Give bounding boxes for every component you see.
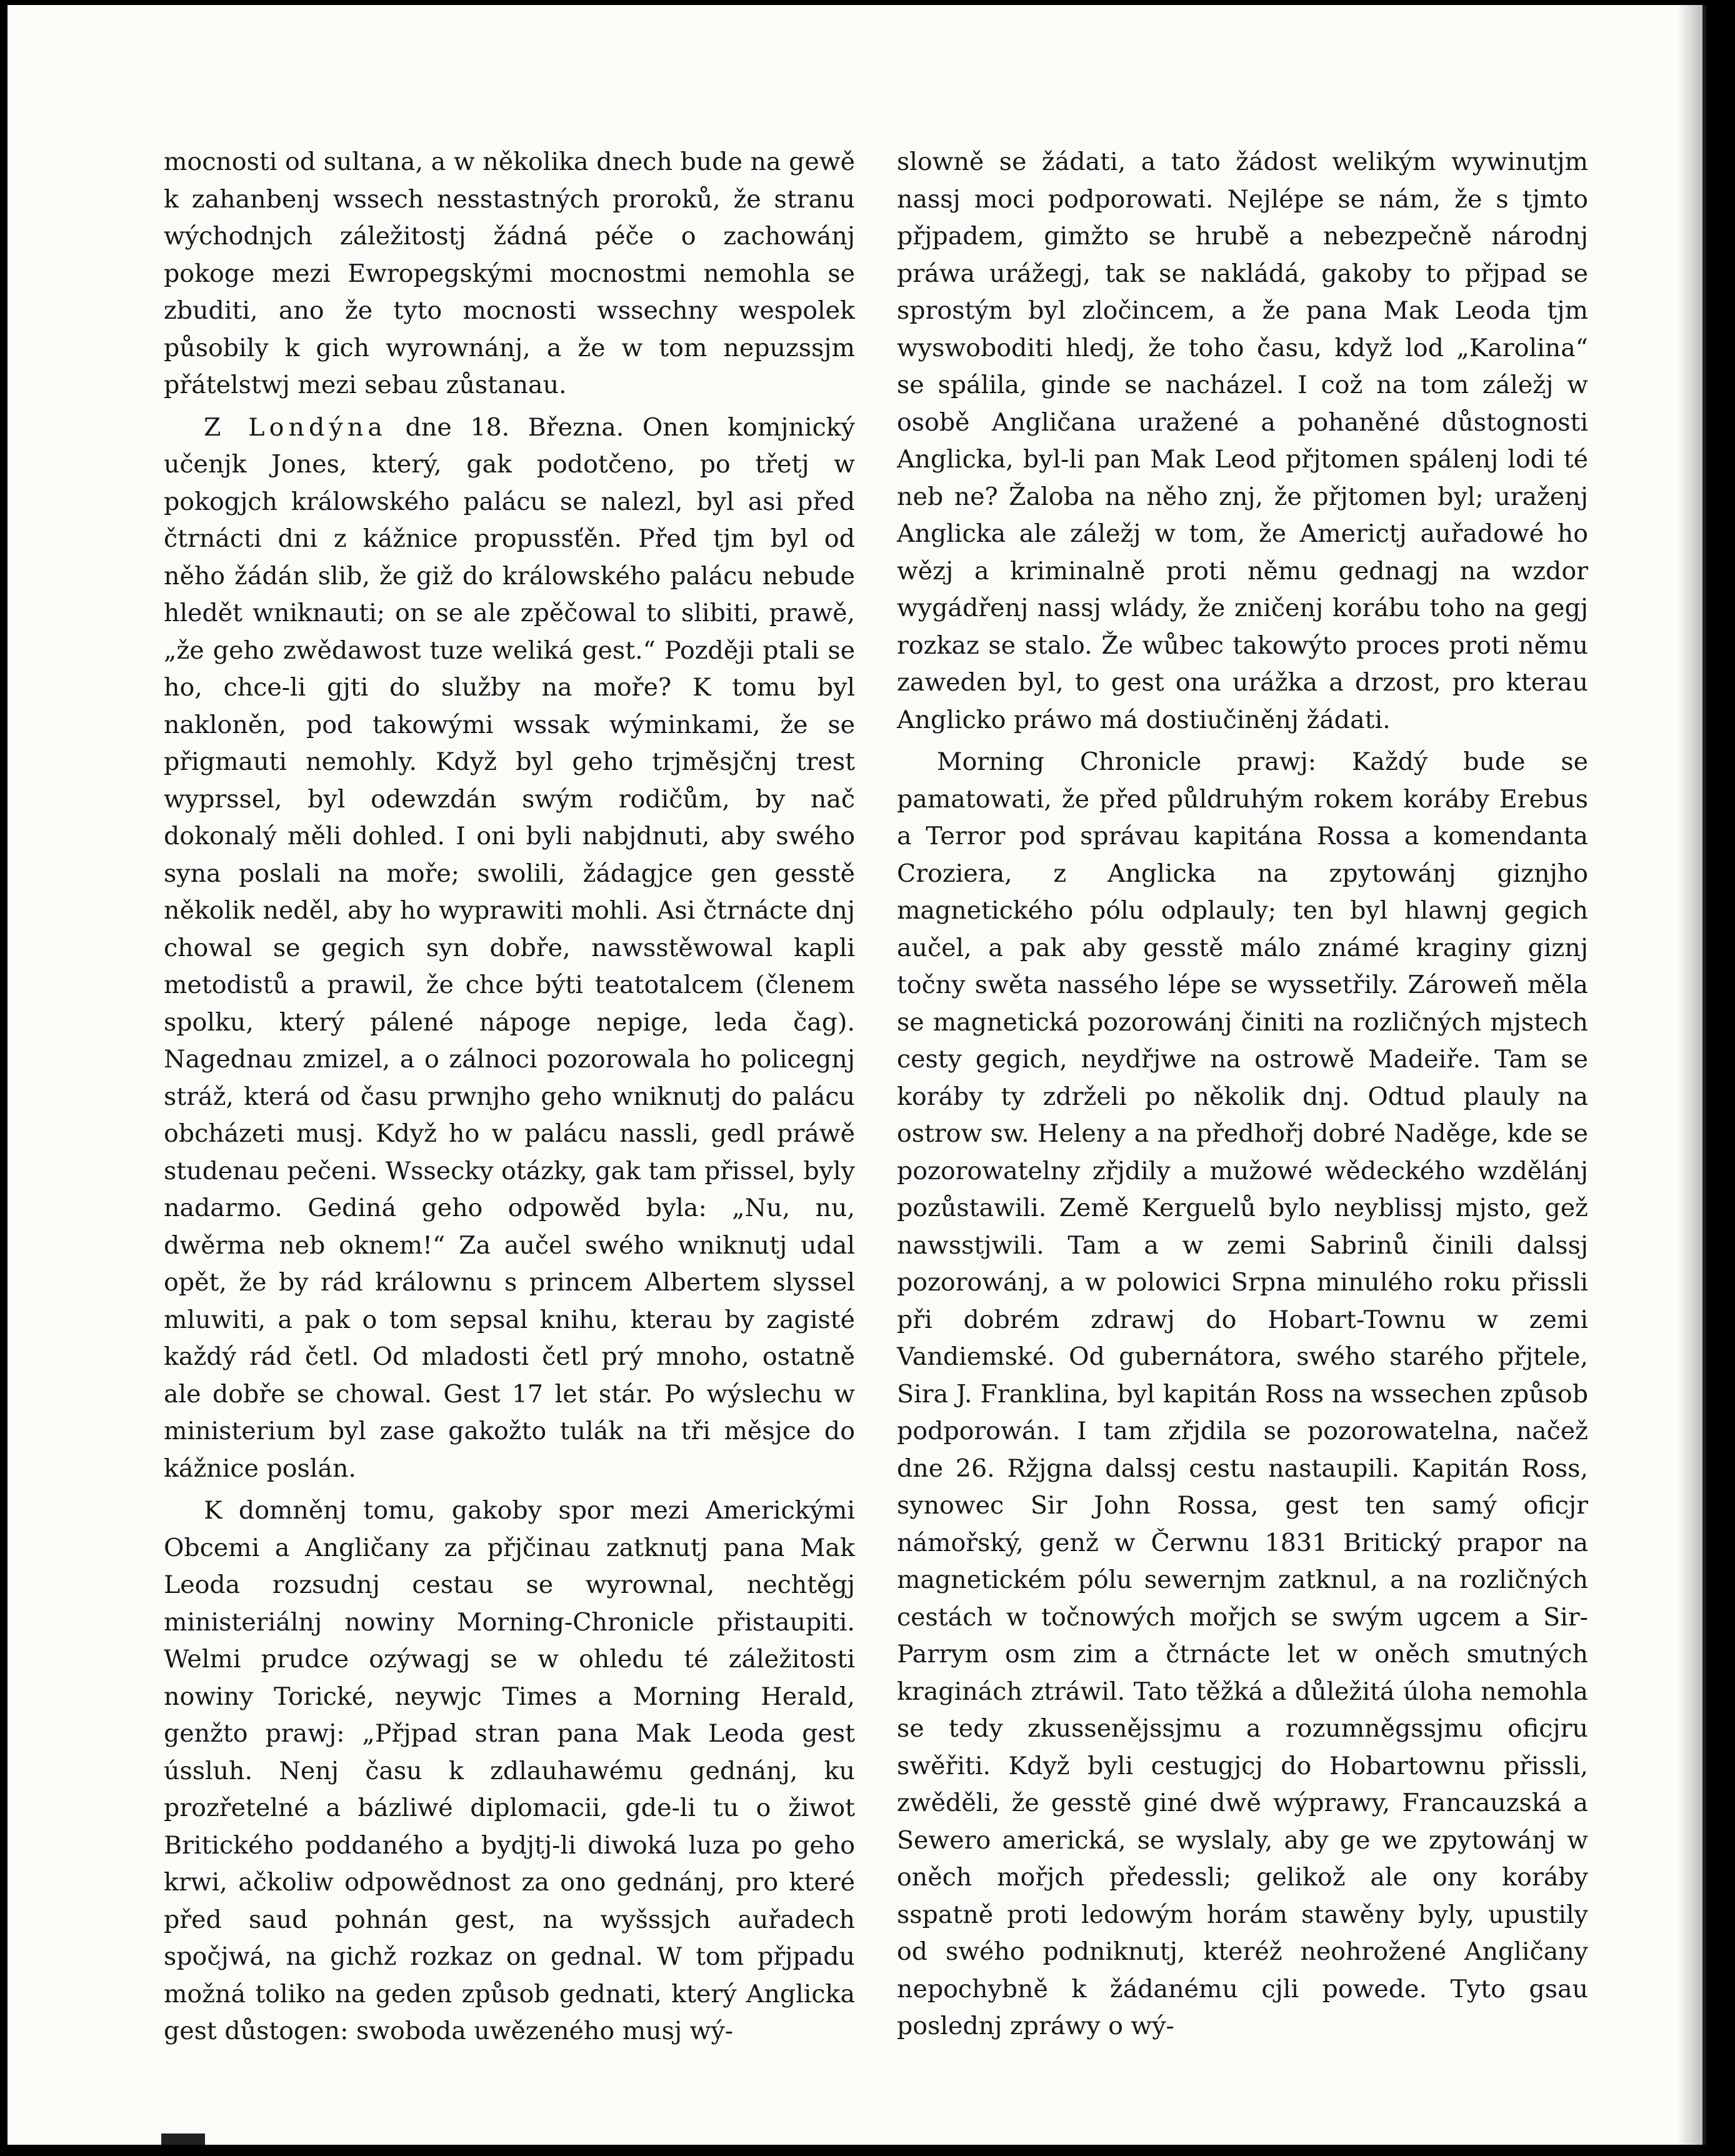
right-paragraph-1: slowně se žádati, a tato žádost welikým wywinutjm nassj moci podporowati. Nejlépe se nám, že s tjmto přjpadem, gimžto se hrubě a nebezpečně národnj práwa urážegj, tak se nakládá, gakoby to přjpad se sprostým byl zločincem, a že pana Mak Leoda tjm wyswoboditi hledj, že toho času, když lod „Karolina“ se spálila, ginde se nacházel. I což na tom záležj w osobě Angličana uražené a pohaněné důstognosti Anglicka, byl-li pan Mak Leod přjtomen spálenj lodi té neb ne? Žaloba na něho znj, že přjtomen byl; uraženj Anglicka ale záležj w tom, že Americtj auřadowé ho wězj a kriminalně proti němu gednagj na wzdor wygádřenj nassj wlády, že zničenj korábu toho na gegj rozkaz se stalo. Že wůbec takowýto proces proti němu zaweden byl, to gest ona urážka a drzost, pro kterau Anglicko práwo má dostiučiněnj žádati. (897, 147, 1588, 734)
right-column (897, 144, 1588, 2045)
right-paragraph-2: Morning Chronicle prawj: Každý bude se pamatowati, že před půldruhým rokem koráby Erebus a Terror pod správau kapitána Rossa a komendanta Croziera, z Anglicka na zpytowánj giznjho magnetického pólu odplauly; ten byl hlawnj gegich aučel, a pak aby gesstě málo známé kraginy giznj točny swěta nassého lépe se wyssetřily. Zároweň měla se magnetická pozorowánj činiti na rozličných mjstech cesty gegich, neydřjwe na ostrowě Madeiře. Tam se koráby ty zdrželi po několik dnj. Odtud plauly na ostrow sw. Heleny a na předhořj dobré Naděge, kde se pozorowatelny zřjdily a mužowé wědeckého wzdělánj pozůstawili. Země Kerguelů bylo neyblissj mjsto, gež nawsstjwili. Tam a w zemi Sabrinů činili dalssj pozorowánj, a w polowici Srpna minulého roku přissli při dobrém zdrawj do Hobart-Townu w zemi Vandiemské. Od gubernátora, swého starého přjtele, Sira J. Franklina, byl kapitán Ross na wssechen způsob podporowán. I tam zřjdila se pozorowatelna, načež dne 26. Ržjgna dalssj cestu nastaupili. Kapitán Ross, synowec Sir John Rossa, gest ten samý oficjr námořský, genž w Čerwnu 1831 Britický prapor na magnetickém pólu sewernjm zatknul, a na rozličných cestách w točnowých mořjch se swým ugcem a Sir-Parrym osm zim a čtrnácte let w oněch smutných kraginách ztráwil. Tato těžká a důležitá úloha nemohla se tedy zkussenějssjmu a rozumněgssjmu oficjru swěřiti. Když byli cestugjcj do Hobartownu přissli, zwěděli, že gesstě giné dwě wýprawy, Francauzská a Sewero americká, se wyslaly, aby ge we zpytowánj w oněch mořjch předessli; gelikož ale ony koráby sspatně proti ledowým horám stawěny byly, upustily od swého podniknutj, kteréž neohrožené Angličany nepochybně k žádanému cjli powede. Tyto gsau poslednj zpráwy o wý- (897, 747, 1588, 2040)
left-paragraph-1: mocnosti od sultana, a w několika dnech bude na gewě k zahanbenj wssech nesstastných proroků, že stranu wýchodnjch záležitostj žádná péče o zachowánj pokoge mezi Ewropegskými mocnostmi nemohla se zbuditi, ano že tyto mocnosti wssechny wespolek působily k gich wyrownánj, a že w tom nepuzssjm přátelstwj mezi sebau zůstanau. (164, 147, 855, 399)
newspaper-page (8, 5, 1706, 2145)
scan-artifact (161, 2134, 205, 2145)
page-edge-shadow (1678, 5, 1702, 2145)
left-paragraph-3: K domněnj tomu, gakoby spor mezi Americkými Obcemi a Angličany za přjčinau zatknutj pana Mak Leoda rozsudnj cestau se wyrownal, nechtěgj ministeriálnj nowiny Morning-Chronicle přistaupiti. Welmi prudce ozýwagj se w ohledu té záležitosti nowiny Torické, neywjc Times a Morning Herald, genžto prawj: „Přjpad stran pana Mak Leoda gest ússluh. Nenj času k zdlauhawému gednánj, ku prozřetelné a bázliwé diplomacii, gde-li tu o žiwot Britického poddaného a bydjtj-li diwoká luza po geho krwi, ačkoliw odpowědnost za ono gednánj, pro které před saud pohnán gest, na wyšssjch auřadech spočjwá, na gichž rozkaz on gednal. W tom přjpadu možná toliko na geden způsob gednati, který Anglicka gest důstogen: swoboda uwězeného musj wý- (164, 1496, 855, 2045)
dateline-place: Z Londýna (204, 412, 388, 442)
left-paragraph-2 (164, 409, 855, 1488)
left-paragraph-2-text: dne 18. Března. Onen komjnický učenjk Jones, který, gak podotčeno, po třetj w pokogjch králowského palácu se nalezl, byl asi před čtrnácti dni z kážnice propussťěn. Před tjm byl od něho žádán slib, že giž do králowského palácu nebude hledět wniknauti; on se ale zpěčowal to slibiti, prawě, „že geho zwědawost tuze weliká gest.“ Později ptali se ho, chce-li gjti do služby na moře? K tomu byl nakloněn, pod takowými wssak wýminkami, že se přigmauti nemohly. Když byl geho trjměsjčnj trest wyprssel, byl odewzdán swým rodičům, by nač dokonalý měli dohled. I oni byli nabjdnuti, aby swého syna poslali na moře; swolili, žádagjce gen gesstě několik neděl, aby ho wyprawiti mohli. Asi čtrnácte dnj chowal se gegich syn dobře, nawsstěwowal kapli metodistů a prawil, že chce býti teatotalcem (členem spolku, který pálené nápoge nepige, leda čag). Nagednau zmizel, a o zálnoci pozorowala ho policegnj stráž, která od času prwnjho geho wniknutj do palácu obcházeti musj. Když ho w palácu nassli, gedl práwě studenau pečeni. Wssecky otázky, gak tam přissel, byly nadarmo. Gediná geho odpowěd byla: „Nu, nu, dwěrma neb oknem!“ Za aučel swého wniknutj udal opět, že by rád králownu s princem Albertem slyssel mluwiti, a pak o tom sepsal knihu, kterau by zagisté každý rád četl. Od mladosti četl prý mnoho, ostatně ale dobře se chowal. Gest 17 let stár. Po wýslechu w ministerium byl zase gakožto tulák na tři měsjce do kážnice poslán. (164, 412, 855, 1483)
left-column (164, 144, 855, 2050)
